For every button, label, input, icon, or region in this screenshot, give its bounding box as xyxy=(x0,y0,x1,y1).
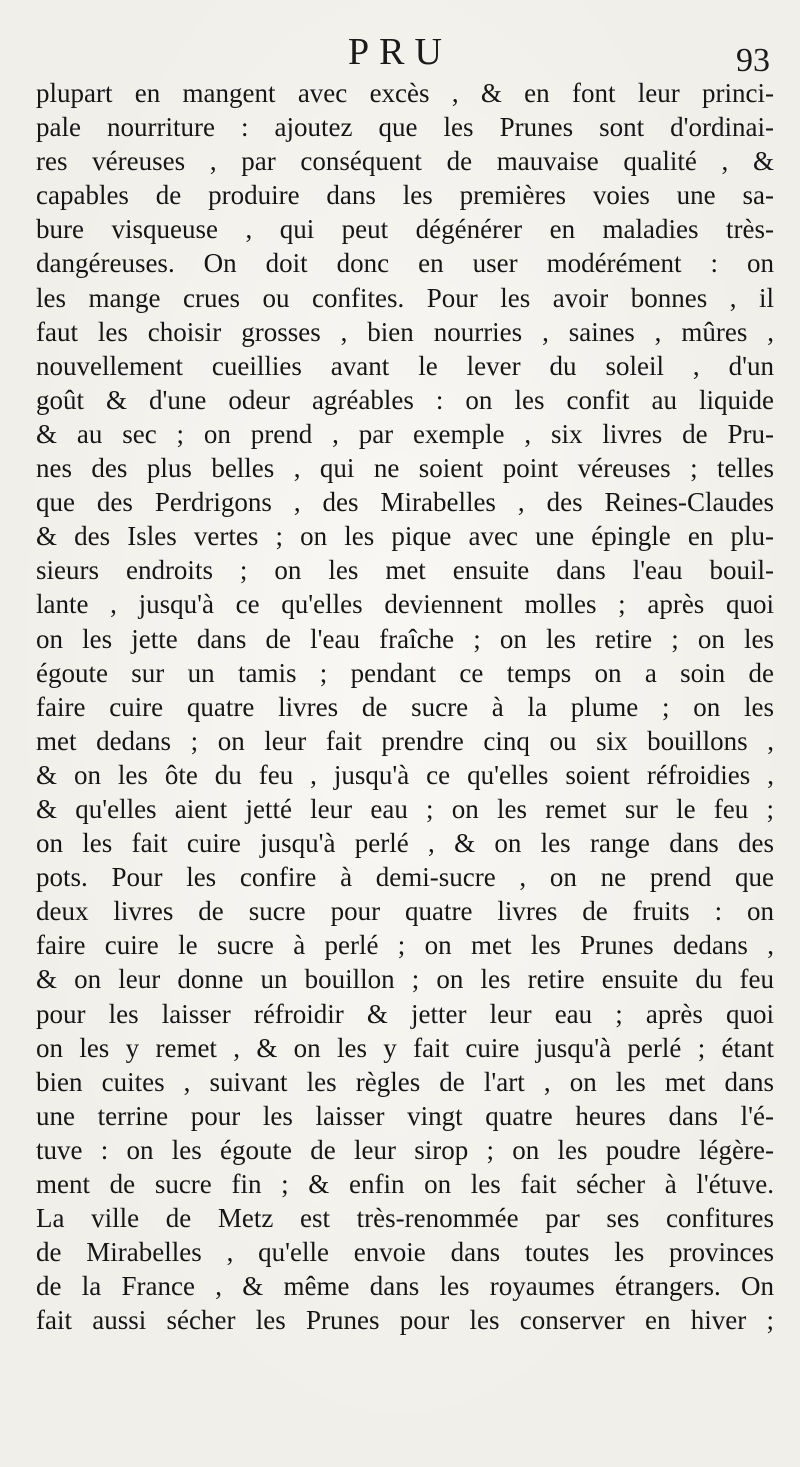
text-line: met dedans ; on leur fait prendre cinq ou six bouillons , xyxy=(36,725,774,756)
text-line: faire cuire le sucre à perlé ; on met les Prunes dedans , xyxy=(36,930,774,961)
text-line: pots. Pour les confire à demi-sucre , on ne prend que xyxy=(36,862,774,893)
text-line: bien cuites , suivant les règles de l'art , on les met dans xyxy=(36,1066,774,1097)
text-line: on les fait cuire jusqu'à perlé , & on les range dans des xyxy=(36,828,774,859)
text-line: & des Isles vertes ; on les pique avec une épingle en plu- xyxy=(36,521,774,552)
text-line: dangéreuses. On doit donc en user modérément : on xyxy=(36,248,774,279)
text-line: nes des plus belles , qui ne soient point véreuses ; telles xyxy=(36,453,774,484)
page-header xyxy=(0,30,800,80)
text-line: les mange crues ou confites. Pour les avoir bonnes , il xyxy=(36,282,774,313)
body-text xyxy=(36,76,774,1337)
text-line: goût & d'une odeur agréables : on les confit au liquide xyxy=(36,384,774,415)
text-line: tuve : on les égoute de leur sirop ; on les poudre légère- xyxy=(36,1134,774,1165)
text-line: faire cuire quatre livres de sucre à la plume ; on les xyxy=(36,691,774,722)
text-line: faut les choisir grosses , bien nourries , saines , mûres , xyxy=(36,316,774,347)
text-line: ment de sucre fin ; & enfin on les fait sécher à l'étuve. xyxy=(36,1169,774,1199)
text-line: & qu'elles aient jetté leur eau ; on les remet sur le feu ; xyxy=(36,793,774,824)
text-line: & on leur donne un bouillon ; on les retire ensuite du feu xyxy=(36,964,774,995)
page-number: 93 xyxy=(736,42,770,79)
text-line: plupart en mangent avec excès , & en font leur princi- xyxy=(36,78,774,108)
text-line: lante , jusqu'à ce qu'elles deviennent molles ; après quoi xyxy=(36,589,774,620)
text-line: deux livres de sucre pour quatre livres de fruits : on xyxy=(36,896,774,927)
text-line: sieurs endroits ; on les met ensuite dans l'eau bouil- xyxy=(36,555,774,586)
text-line: de Mirabelles , qu'elle envoie dans toutes les provinces xyxy=(36,1237,774,1268)
text-line: fait aussi sécher les Prunes pour les conserver en hiver ; xyxy=(36,1305,774,1336)
text-line: capables de produire dans les premières voies une sa- xyxy=(36,180,774,211)
text-line: bure visqueuse , qui peut dégénérer en maladies très- xyxy=(36,214,774,245)
text-line: & au sec ; on prend , par exemple , six livres de Pru- xyxy=(36,418,774,449)
text-line: res véreuses , par conséquent de mauvaise qualité , & xyxy=(36,146,774,177)
text-line: nouvellement cueillies avant le lever du soleil , d'un xyxy=(36,350,774,381)
text-line: on les jette dans de l'eau fraîche ; on les retire ; on les xyxy=(36,623,774,654)
text-line: une terrine pour les laisser vingt quatre heures dans l'é- xyxy=(36,1100,774,1131)
running-head: PRU xyxy=(348,31,452,73)
text-line: égoute sur un tamis ; pendant ce temps on a soin de xyxy=(36,657,774,688)
text-line: que des Perdrigons , des Mirabelles , des Reines-Claudes xyxy=(36,487,774,518)
text-line: La ville de Metz est très-renommée par ses confitures xyxy=(36,1203,774,1234)
text-line: de la France , & même dans les royaumes étrangers. On xyxy=(36,1271,774,1302)
text-line: on les y remet , & on les y fait cuire jusqu'à perlé ; étant xyxy=(36,1032,774,1063)
text-line: pale nourriture : ajoutez que les Prunes sont d'ordinai- xyxy=(36,112,774,143)
text-line: pour les laisser réfroidir & jetter leur eau ; après quoi xyxy=(36,998,774,1029)
text-line: & on les ôte du feu , jusqu'à ce qu'elles soient réfroidies , xyxy=(36,759,774,790)
